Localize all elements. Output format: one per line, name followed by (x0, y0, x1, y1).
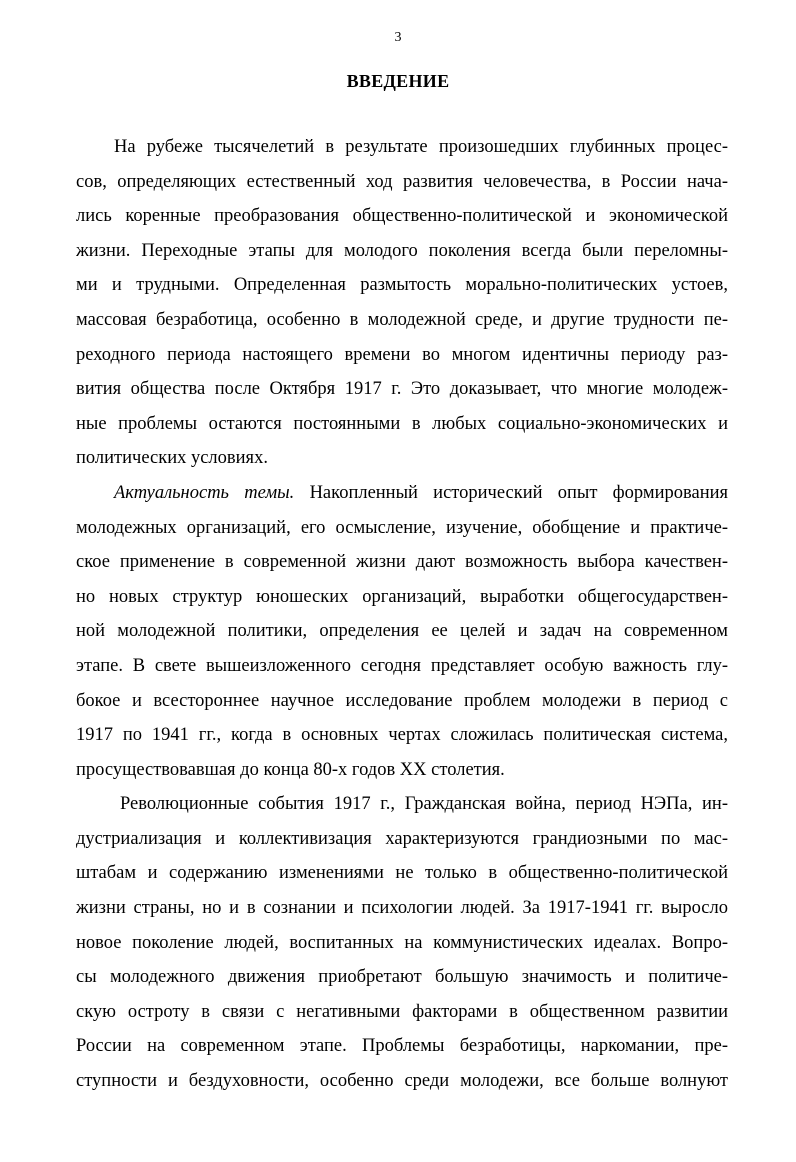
text-line: жизни страны, но и в сознании и психологии людей. За 1917-1941 гг. выросло (76, 898, 728, 919)
text-line: сы молодежного движения приобретают большую значимость и политиче- (76, 967, 728, 988)
paragraph-3 (76, 787, 728, 1098)
text-line: ступности и бездуховности, особенно среди молодежи, все больше волнуют (76, 1071, 728, 1092)
text-line: политических условиях. (76, 448, 268, 469)
page-number: 3 (394, 30, 402, 45)
text-line: жизни. Переходные этапы для молодого поколения всегда были переломны- (76, 240, 728, 261)
text-line: сов, определяющих естественный ход развития человечества, в России нача- (76, 171, 728, 192)
text-line: ми и трудными. Определенная размытость морально-политических устоев, (76, 275, 728, 296)
body-text (76, 130, 728, 1099)
text-line: штабам и содержанию изменениями не только в общественно-политической (76, 863, 728, 884)
italic-lead: Актуальность темы. (114, 482, 295, 503)
text-line: лись коренные преобразования общественно-политической и экономической (76, 206, 728, 227)
text-line: На рубеже тысячелетий в результате произошедших глубинных процес- (114, 137, 728, 157)
text-line: этапе. В свете вышеизложенного сегодня представляет особую важность глу- (76, 655, 728, 676)
text-line: Революционные события 1917 г., Гражданская война, период НЭПа, ин- (120, 794, 728, 815)
section-heading: ВВЕДЕНИЕ (346, 71, 450, 91)
first-line-rest: Накопленный исторический опыт формирования (294, 482, 728, 503)
text-line: новое поколение людей, воспитанных на коммунистических идеалах. Вопро- (76, 932, 728, 953)
text-line: ское применение в современной жизни дают возможность выбора качествен- (76, 552, 728, 573)
text-line: массовая безработица, особенно в молодежной среде, и другие трудности пе- (76, 309, 728, 330)
text-line: реходного периода настоящего времени во многом идентичны периоду раз- (76, 344, 728, 365)
text-line: вития общества после Октября 1917 г. Это доказывает, что многие молодеж- (76, 379, 728, 400)
text-line: просуществовавшая до конца 80-х годов XX столетия. (76, 759, 505, 780)
text-line: ные проблемы остаются постоянными в любых социально-экономических и (76, 413, 728, 434)
text-line: скую остроту в связи с негативными факторами в общественном развитии (76, 1001, 728, 1022)
paragraph-1 (76, 130, 728, 476)
text-line (76, 476, 728, 511)
text-line: но новых структур юношеских организаций, выработки общегосударствен- (76, 586, 728, 607)
text-line: бокое и всестороннее научное исследование проблем молодежи в период с (76, 690, 728, 711)
text-line: 1917 по 1941 гг., когда в основных чертах сложилась политическая система, (76, 725, 728, 746)
text-line: молодежных организаций, его осмысление, изучение, обобщение и практиче- (76, 517, 728, 538)
text-line: дустриализация и коллективизация характеризуются грандиозными по мас- (76, 828, 728, 849)
paragraph-2 (76, 476, 728, 787)
text-line: ной молодежной политики, определения ее целей и задач на современном (76, 621, 728, 642)
text-line: России на современном этапе. Проблемы безработицы, наркомании, пре- (76, 1036, 728, 1057)
